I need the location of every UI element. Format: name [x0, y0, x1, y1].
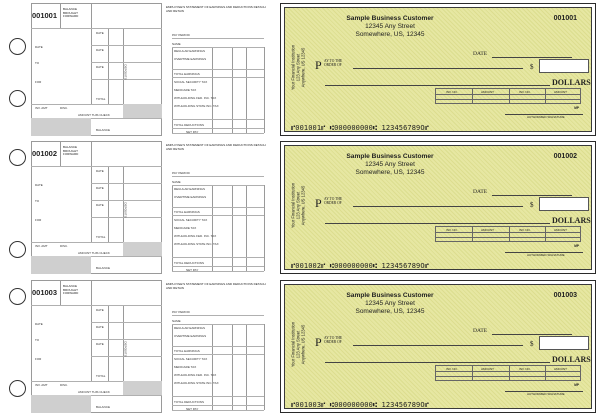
invoice-table — [435, 365, 581, 381]
bank-line3: Anywhere, US 12345 — [300, 47, 306, 88]
bank-info — [291, 310, 306, 380]
check-face — [284, 145, 592, 270]
pay-to-label: AY TO THE ORDER OF — [324, 197, 343, 206]
bank-line2: 123 Any Street — [295, 191, 301, 220]
total-deductions-label: TOTAL DEDUCTIONS — [174, 123, 204, 127]
total-earnings-label: TOTAL EARNINGS — [174, 210, 200, 214]
ledger-date-label: DATE — [96, 203, 104, 207]
ledger-check-number: 001002 — [32, 149, 58, 158]
ledger-date-label: DATE — [96, 308, 104, 312]
micr-line: ⑈001003⑈ ⑆000000000⑆ 123456789O⑈ — [291, 401, 429, 409]
ledger-balance-label: BALANCE BROUGHT FORWARD — [63, 7, 79, 19]
customer-address-line1: 12345 Any Street — [365, 300, 415, 307]
inv-no-header: INV. NO. — [446, 228, 458, 232]
bank-line1: Your Financial Institution — [290, 182, 296, 229]
ledger-to-label: TO — [35, 338, 40, 342]
overtime-earnings-label: OVERTIME EARNINGS — [174, 334, 207, 338]
withholding-fed-label: WITHHOLDING FED. INC. TAX — [174, 234, 217, 238]
bank-line1: Your Financial Institution — [290, 44, 296, 91]
bank-line2: 123 Any Street — [295, 53, 301, 82]
ledger-date-label: DATE — [96, 342, 104, 346]
pay-period-label: PAY PERIOD — [172, 171, 190, 175]
earnings-statement — [166, 280, 269, 413]
invoice-table — [435, 88, 581, 104]
customer-address-line2: Somewhere, US, 12345 — [355, 169, 425, 176]
check-number: 001003 — [553, 292, 577, 299]
regular-earnings-label: REGULAR EARNINGS — [174, 49, 206, 53]
net-pay-label: NET PAY — [186, 130, 199, 134]
ledger-balance2-label: BALANCE — [96, 128, 111, 132]
name-label: NAME — [172, 180, 181, 184]
ledger-date-label: DATE — [96, 48, 104, 52]
ledger-deposits-label: DEPOSITS — [123, 341, 128, 357]
payee-line[interactable] — [353, 345, 523, 346]
authorized-signature-label: AUTHORIZED SIGNATURE — [527, 253, 565, 257]
dollar-sign: $ — [530, 63, 534, 71]
mp-label: MP — [574, 383, 579, 387]
ledger-amount-label: AMOUNT THIS CHECK — [78, 390, 110, 394]
ledger-balance-label: BALANCE BROUGHT FORWARD — [63, 284, 79, 296]
medicare-label: MEDICARE TAX — [174, 88, 197, 92]
total-earnings-label: TOTAL EARNINGS — [174, 349, 200, 353]
statement-title: EMPLOYEE'S STATEMENT OF EARNINGS AND DEDUCTIONS DETACH AND RETAIN — [166, 5, 266, 13]
ledger-to-label: TO — [35, 199, 40, 203]
micr-line: ⑈001002⑈ ⑆000000000⑆ 123456789O⑈ — [291, 262, 429, 270]
customer-name: Sample Business Customer — [346, 292, 434, 299]
amount-header: AMOUNT — [481, 90, 494, 94]
bank-info — [291, 171, 306, 241]
authorized-signature-label: AUTHORIZED SIGNATURE — [527, 115, 565, 119]
customer-address — [335, 300, 445, 316]
dollar-sign: $ — [530, 201, 534, 209]
amount-box[interactable] — [539, 59, 589, 73]
ledger-inv-amt-label: INV. AMT — [35, 106, 48, 110]
ledger-for-label: FOR — [35, 80, 42, 84]
check — [280, 280, 596, 413]
regular-earnings-label: REGULAR EARNINGS — [174, 187, 206, 191]
amount-box[interactable] — [539, 197, 589, 211]
amount-box[interactable] — [539, 336, 589, 350]
social-security-label: SOCIAL SECURITY TAX — [174, 80, 208, 84]
ledger-for-label: FOR — [35, 218, 42, 222]
amount-header: AMOUNT — [481, 228, 494, 232]
amount-header: AMOUNT — [554, 367, 567, 371]
inv-no-header: INV. NO. — [519, 367, 531, 371]
ledger-disc-label: DISC. — [60, 244, 69, 248]
earnings-statement — [166, 141, 269, 274]
binder-hole — [9, 241, 26, 258]
medicare-label: MEDICARE TAX — [174, 365, 197, 369]
amount-header: AMOUNT — [481, 367, 494, 371]
ledger-date-label: DATE — [96, 169, 104, 173]
binder-hole — [9, 149, 26, 166]
customer-name: Sample Business Customer — [346, 15, 434, 22]
ledger-date-label: DATE — [96, 31, 104, 35]
social-security-label: SOCIAL SECURITY TAX — [174, 218, 208, 222]
ledger-disc-label: DISC. — [60, 383, 69, 387]
check-face — [284, 284, 592, 409]
ledger-to-label: TO — [35, 61, 40, 65]
authorized-signature-label: AUTHORIZED SIGNATURE — [527, 392, 565, 396]
inv-no-header: INV. NO. — [519, 90, 531, 94]
amount-words-line[interactable] — [325, 362, 550, 363]
ledger-check-number: 001003 — [32, 288, 58, 297]
date-line[interactable] — [492, 334, 572, 335]
total-deductions-label: TOTAL DEDUCTIONS — [174, 261, 204, 265]
binder-hole — [9, 380, 26, 397]
bank-line3: Anywhere, US 12345 — [300, 324, 306, 365]
customer-address-line1: 12345 Any Street — [365, 23, 415, 30]
customer-name: Sample Business Customer — [346, 153, 434, 160]
earnings-statement — [166, 3, 269, 136]
customer-address-line1: 12345 Any Street — [365, 161, 415, 168]
inv-no-header: INV. NO. — [446, 367, 458, 371]
ledger-amount-label: AMOUNT THIS CHECK — [78, 113, 110, 117]
mp-label: MP — [574, 244, 579, 248]
customer-address — [335, 161, 445, 177]
bank-line1: Your Financial Institution — [290, 321, 296, 368]
payee-line[interactable] — [353, 68, 523, 69]
check-set-1 — [0, 0, 600, 138]
check-set-3 — [0, 277, 600, 415]
pay-period-label: PAY PERIOD — [172, 33, 190, 37]
ledger-balance2-label: BALANCE — [96, 266, 111, 270]
ledger-deposits-label: DEPOSITS — [123, 64, 128, 80]
withholding-state-label: WITHHOLDING STATE INC. TAX — [174, 104, 219, 108]
amount-words-line[interactable] — [325, 223, 550, 224]
check — [280, 3, 596, 136]
withholding-state-label: WITHHOLDING STATE INC. TAX — [174, 381, 219, 385]
check — [280, 141, 596, 274]
ledger-amount-label: AMOUNT THIS CHECK — [78, 251, 110, 255]
overtime-earnings-label: OVERTIME EARNINGS — [174, 57, 207, 61]
binder-hole — [9, 90, 26, 107]
customer-address-line2: Somewhere, US, 12345 — [355, 308, 425, 315]
dollars-label: DOLLARS — [552, 78, 591, 87]
name-label: NAME — [172, 319, 181, 323]
ledger-date-label: DATE — [96, 65, 104, 69]
date-line[interactable] — [492, 57, 572, 58]
ledger-date-label: DATE — [96, 186, 104, 190]
micr-line: ⑈001001⑈ ⑆000000000⑆ 123456789O⑈ — [291, 124, 429, 132]
check-face — [284, 7, 592, 132]
amount-header: AMOUNT — [554, 90, 567, 94]
pay-to-label: AY TO THE ORDER OF — [324, 59, 343, 68]
pay-initial: P — [315, 196, 322, 210]
date-label: DATE — [473, 51, 488, 57]
amount-header: AMOUNT — [554, 228, 567, 232]
binder-hole — [9, 288, 26, 305]
overtime-earnings-label: OVERTIME EARNINGS — [174, 195, 207, 199]
date-label: DATE — [473, 328, 488, 334]
regular-earnings-label: REGULAR EARNINGS — [174, 326, 206, 330]
ledger-date-label: DATE — [35, 45, 43, 49]
social-security-label: SOCIAL SECURITY TAX — [174, 357, 208, 361]
name-label: NAME — [172, 42, 181, 46]
statement-title: EMPLOYEE'S STATEMENT OF EARNINGS AND DEDUCTIONS DETACH AND RETAIN — [166, 282, 266, 290]
ledger-disc-label: DISC. — [60, 106, 69, 110]
check-number: 001001 — [553, 15, 577, 22]
net-pay-label: NET PAY — [186, 268, 199, 272]
date-line[interactable] — [492, 195, 572, 196]
dollars-label: DOLLARS — [552, 355, 591, 364]
date-label: DATE — [473, 189, 488, 195]
ledger-balance2-label: BALANCE — [96, 405, 111, 409]
inv-no-header: INV. NO. — [446, 90, 458, 94]
ledger-date-label: DATE — [96, 325, 104, 329]
binder-hole — [9, 38, 26, 55]
ledger-deposits-label: DEPOSITS — [123, 202, 128, 218]
dollars-label: DOLLARS — [552, 216, 591, 225]
ledger-inv-amt-label: INV. AMT — [35, 244, 48, 248]
dollar-sign: $ — [530, 340, 534, 348]
inv-no-header: INV. NO. — [519, 228, 531, 232]
ledger-inv-amt-label: INV. AMT — [35, 383, 48, 387]
amount-words-line[interactable] — [325, 85, 550, 86]
payee-line[interactable] — [353, 206, 523, 207]
bank-line2: 123 Any Street — [295, 330, 301, 359]
withholding-fed-label: WITHHOLDING FED. INC. TAX — [174, 96, 217, 100]
ledger-total-label: TOTAL — [96, 374, 106, 378]
ledger-balance-label: BALANCE BROUGHT FORWARD — [63, 145, 79, 157]
medicare-label: MEDICARE TAX — [174, 226, 197, 230]
pay-period-label: PAY PERIOD — [172, 310, 190, 314]
customer-address — [335, 23, 445, 39]
ledger-check-number: 001001 — [32, 11, 58, 20]
withholding-fed-label: WITHHOLDING FED. INC. TAX — [174, 373, 217, 377]
check-number: 001002 — [553, 153, 577, 160]
check-set-2 — [0, 138, 600, 276]
pay-to-label: AY TO THE ORDER OF — [324, 336, 343, 345]
net-pay-label: NET PAY — [186, 407, 199, 411]
withholding-state-label: WITHHOLDING STATE INC. TAX — [174, 242, 219, 246]
statement-title: EMPLOYEE'S STATEMENT OF EARNINGS AND DEDUCTIONS DETACH AND RETAIN — [166, 143, 266, 151]
bank-info — [291, 33, 306, 103]
pay-initial: P — [315, 58, 322, 72]
total-earnings-label: TOTAL EARNINGS — [174, 72, 200, 76]
ledger-date-label: DATE — [35, 322, 43, 326]
customer-address-line2: Somewhere, US, 12345 — [355, 31, 425, 38]
invoice-table — [435, 226, 581, 242]
pay-initial: P — [315, 335, 322, 349]
mp-label: MP — [574, 106, 579, 110]
ledger-total-label: TOTAL — [96, 97, 106, 101]
ledger-for-label: FOR — [35, 357, 42, 361]
ledger-total-label: TOTAL — [96, 235, 106, 239]
ledger-date-label: DATE — [35, 183, 43, 187]
bank-line3: Anywhere, US 12345 — [300, 185, 306, 226]
total-deductions-label: TOTAL DEDUCTIONS — [174, 400, 204, 404]
